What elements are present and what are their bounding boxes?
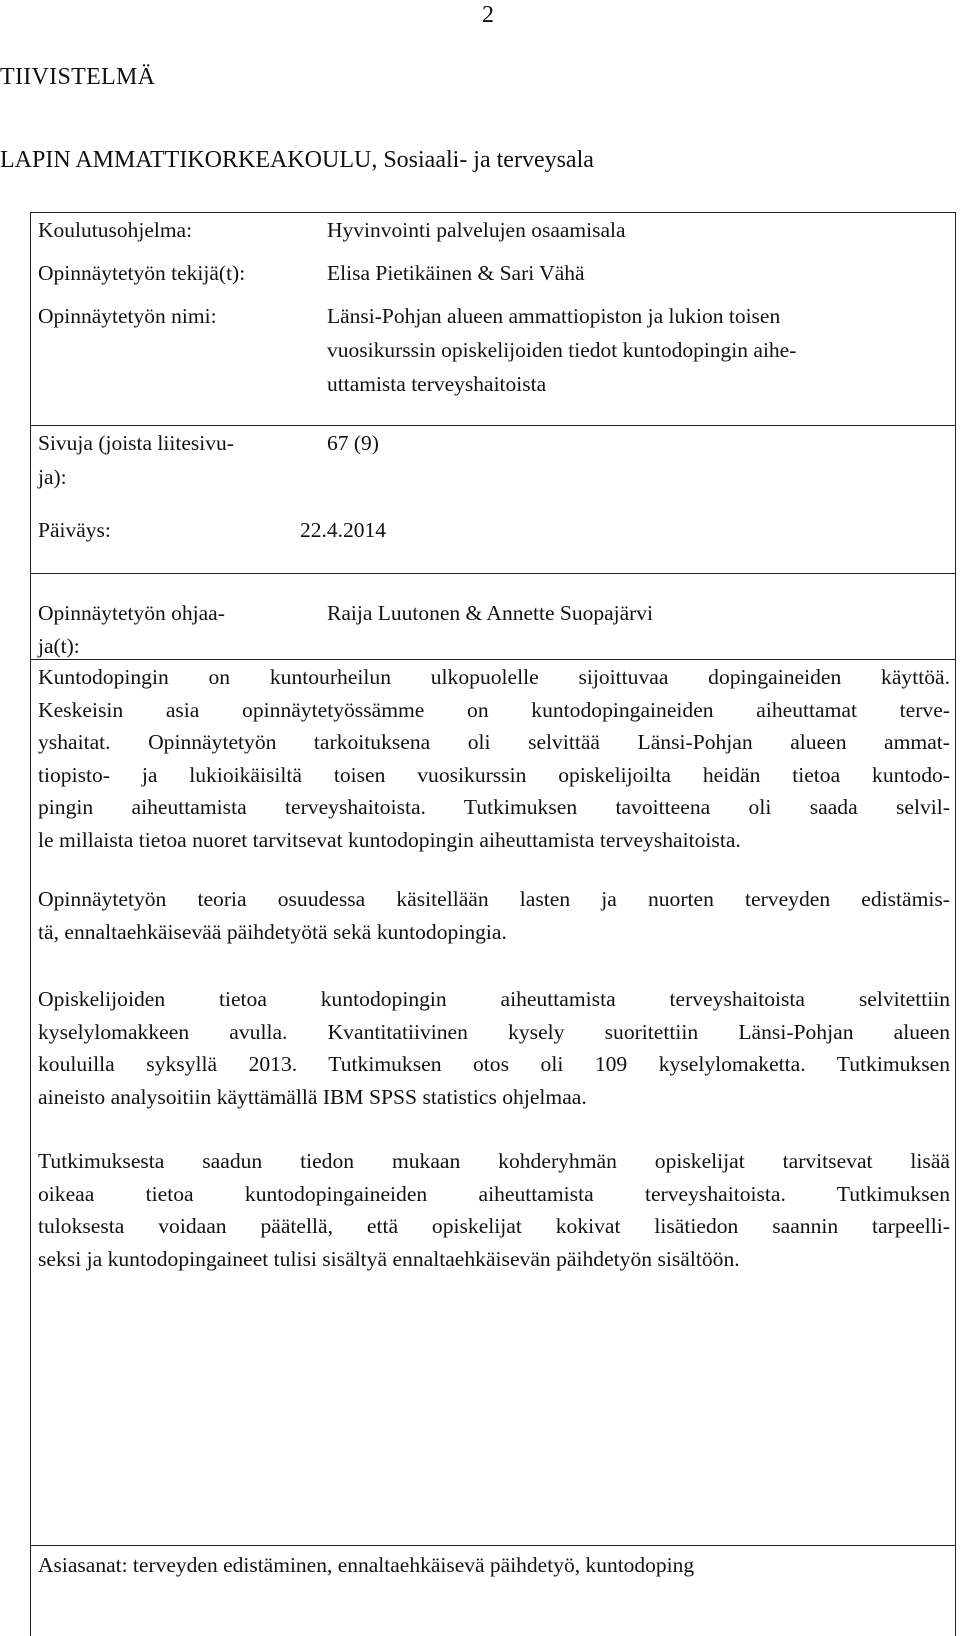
divider-after-date xyxy=(30,573,956,574)
abstract-line: kyselylomakkeen avulla. Kvantitatiivinen kysely suoritettiin Länsi-Pohjan alueen xyxy=(38,1019,950,1044)
abstract-line: Kuntodopingin on kuntourheilun ulkopuolelle sijoittuvaa dopingaineiden käyttöä. xyxy=(38,665,950,689)
abstract-line: kouluilla syksyllä 2013. Tutkimuksen otos oli 109 kyselylomaketta. Tutkimuksen xyxy=(38,1052,950,1076)
abstract-line: Keskeisin asia opinnäytetyössämme on kuntodopingaineiden aiheuttamat terve- xyxy=(38,697,950,722)
authors-value: Elisa Pietikäinen & Sari Vähä xyxy=(327,261,585,285)
supervisors-value: Raija Luutonen & Annette Suopajärvi xyxy=(327,601,654,625)
abstract-line: oikeaa tietoa kuntodopingaineiden aiheuttamista terveyshaitoista. Tutkimuksen xyxy=(38,1181,950,1206)
abstract-paragraph-4 xyxy=(38,1145,950,1275)
abstract-line: le millaista tietoa nuoret tarvitsevat kuntodopingin aiheuttamista terveyshaitoista. xyxy=(38,827,741,852)
programme-label: Koulutusohjelma: xyxy=(38,218,193,242)
pages-value: 67 (9) xyxy=(327,431,379,455)
abstract-line: seksi ja kuntodopingaineet tulisi sisältyä ennaltaehkäisevän päihdetyön sisältöön. xyxy=(38,1246,740,1271)
supervisors-label-line-2: ja(t): xyxy=(38,634,80,658)
divider-before-keywords xyxy=(30,1545,956,1546)
pages-label-line-2: ja): xyxy=(38,465,67,489)
authors-label: Opinnäytetyön tekijä(t): xyxy=(38,261,246,285)
abstract-line: tiopisto- ja lukioikäisiltä toisen vuosikurssin opiskelijoilta heidän tietoa kuntodo- xyxy=(38,762,950,787)
thesis-title-line-3: uttamista terveyshaitoista xyxy=(327,372,547,396)
abstract-line: aineisto analysoitiin käyttämällä IBM SPSS statistics ohjelmaa. xyxy=(38,1084,587,1109)
divider-after-title xyxy=(30,425,956,426)
thesis-title-line-1: Länsi-Pohjan alueen ammattiopiston ja lukion toisen xyxy=(327,304,781,328)
thesis-title-label: Opinnäytetyön nimi: xyxy=(38,304,217,328)
abstract-line: Opinnäytetyön teoria osuudessa käsitellään lasten ja nuorten terveyden edistämis- xyxy=(38,887,950,911)
abstract-line: tä, ennaltaehkäisevää päihdetyötä sekä kuntodopingia. xyxy=(38,919,507,944)
abstract-line: tuloksesta voidaan päätellä, että opiskelijat kokivat lisätiedon saannin tarpeelli- xyxy=(38,1214,950,1238)
thesis-title-line-2: vuosikurssin opiskelijoiden tiedot kuntodopingin aihe- xyxy=(327,338,797,362)
date-value: 22.4.2014 xyxy=(300,518,386,542)
supervisors-label-line-1: Opinnäytetyön ohjaa- xyxy=(38,601,225,625)
keywords-line: Asiasanat: terveyden edistäminen, ennaltaehkäisevä päihdetyö, kuntodoping xyxy=(38,1553,695,1577)
abstract-line: Opiskelijoiden tietoa kuntodopingin aiheuttamista terveyshaitoista selvitettiin xyxy=(38,987,950,1011)
abstract-paragraph-2 xyxy=(38,883,950,948)
divider-before-abstract xyxy=(30,659,956,660)
page-number: 2 xyxy=(482,2,494,28)
abstract-line: pingin aiheuttamista terveyshaitoista. Tutkimuksen tavoitteena oli saada selvil- xyxy=(38,795,950,819)
abstract-line: Tutkimuksesta saadun tiedon mukaan kohderyhmän opiskelijat tarvitsevat lisää xyxy=(38,1149,950,1173)
pages-label-line-1: Sivuja (joista liitesivu- xyxy=(38,431,234,455)
abstract-paragraph-3 xyxy=(38,983,950,1113)
abstract-paragraph-1 xyxy=(38,661,950,856)
programme-value: Hyvinvointi palvelujen osaamisala xyxy=(327,218,626,242)
page-title: TIIVISTELMÄ xyxy=(0,64,156,90)
date-label: Päiväys: xyxy=(38,518,111,542)
institution-line: LAPIN AMMATTIKORKEAKOULU, Sosiaali- ja terveysala xyxy=(0,147,594,173)
abstract-line: yshaitat. Opinnäytetyön tarkoituksena oli selvittää Länsi-Pohjan alueen ammat- xyxy=(38,730,950,754)
